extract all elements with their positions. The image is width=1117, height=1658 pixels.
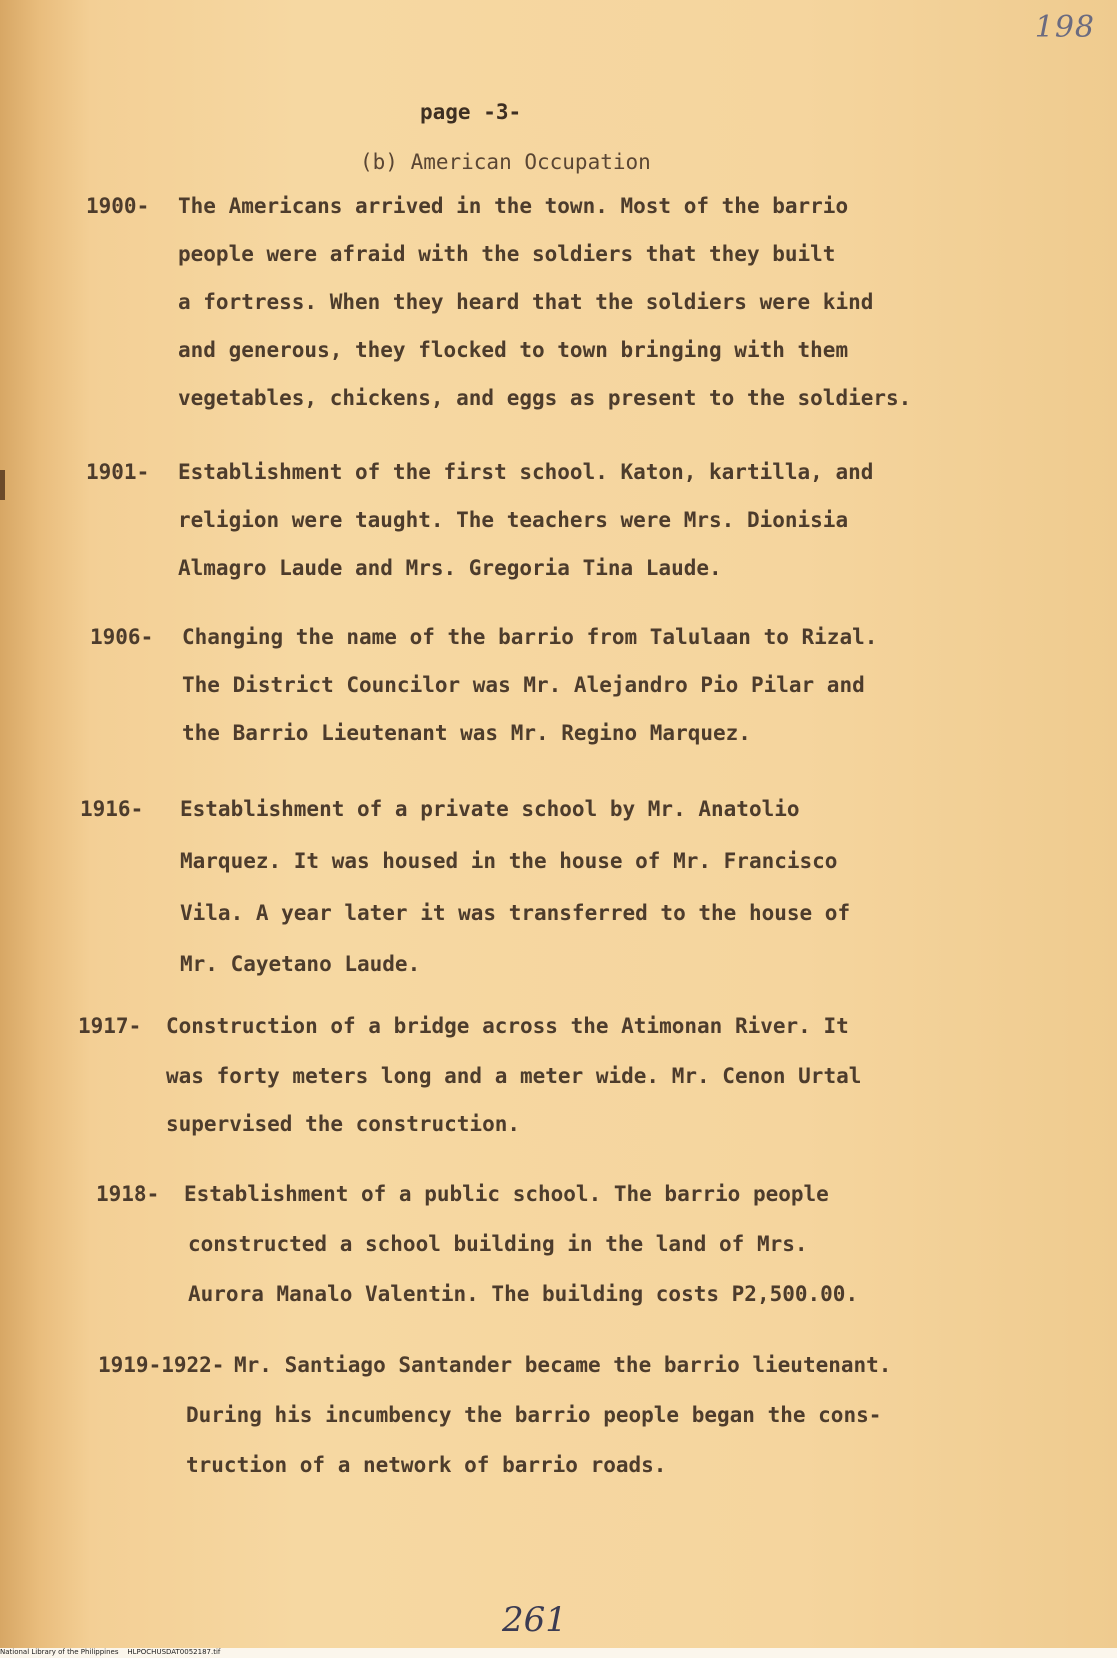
- entry-line: religion were taught. The teachers were Mrs. Dionisia: [178, 508, 849, 532]
- entry-line: The District Councilor was Mr. Alejandro Pio Pilar and: [182, 673, 865, 697]
- entry-line: Mr. Santiago Santander became the barrio lieutenant.: [234, 1353, 892, 1377]
- entry-line: Vila. A year later it was transferred to the house of: [180, 901, 851, 925]
- entry-line: Establishment of the first school. Katon, kartilla, and: [178, 460, 874, 484]
- handwritten-page-number: 198: [1034, 10, 1095, 45]
- entry-line: Marquez. It was housed in the house of Mr. Francisco: [180, 849, 838, 873]
- page-label: page -3-: [420, 100, 522, 124]
- entry-line: Establishment of a public school. The barrio people: [184, 1182, 829, 1206]
- entry-line: Almagro Laude and Mrs. Gregoria Tina Laude.: [178, 556, 722, 580]
- entry-line: vegetables, chickens, and eggs as present to the soldiers.: [178, 386, 912, 410]
- entry-line: Construction of a bridge across the Atimonan River. It: [166, 1014, 849, 1038]
- entry-line: people were afraid with the soldiers that they built: [178, 242, 836, 266]
- section-heading: (b) American Occupation: [360, 150, 651, 174]
- entry-year: 1906-: [90, 625, 154, 649]
- entry-line: a fortress. When they heard that the soldiers were kind: [178, 290, 874, 314]
- entry-year: 1901-: [86, 460, 150, 484]
- entry-line: was forty meters long and a meter wide. Mr. Cenon Urtal: [166, 1064, 862, 1088]
- entry-line: During his incumbency the barrio people began the cons-: [186, 1403, 882, 1427]
- binding-mark: [0, 470, 5, 500]
- entry-line: constructed a school building in the land of Mrs.: [188, 1232, 808, 1256]
- entry-year: 1917-: [78, 1014, 142, 1038]
- entry-year: 1900-: [86, 194, 150, 218]
- entry-line: Changing the name of the barrio from Talulaan to Rizal.: [182, 625, 878, 649]
- entry-year: 1916-: [80, 797, 144, 821]
- entry-line: and generous, they flocked to town bringing with them: [178, 338, 849, 362]
- entry-line: The Americans arrived in the town. Most of the barrio: [178, 194, 849, 218]
- entry-line: Aurora Manalo Valentin. The building costs P2,500.00.: [188, 1282, 859, 1306]
- entry-line: truction of a network of barrio roads.: [186, 1453, 667, 1477]
- handwritten-folio-number: 261: [502, 1600, 567, 1640]
- entry-year: 1919-1922-: [98, 1353, 225, 1377]
- entry-line: the Barrio Lieutenant was Mr. Regino Marquez.: [182, 721, 751, 745]
- entry-year: 1918-: [96, 1182, 160, 1206]
- footer-source-label: National Library of the Philippines HLPOCHUSDAT0052187.tif: [0, 1648, 221, 1656]
- entry-line: Mr. Cayetano Laude.: [180, 952, 421, 976]
- entry-line: supervised the construction.: [166, 1112, 521, 1136]
- entry-line: Establishment of a private school by Mr. Anatolio: [180, 797, 800, 821]
